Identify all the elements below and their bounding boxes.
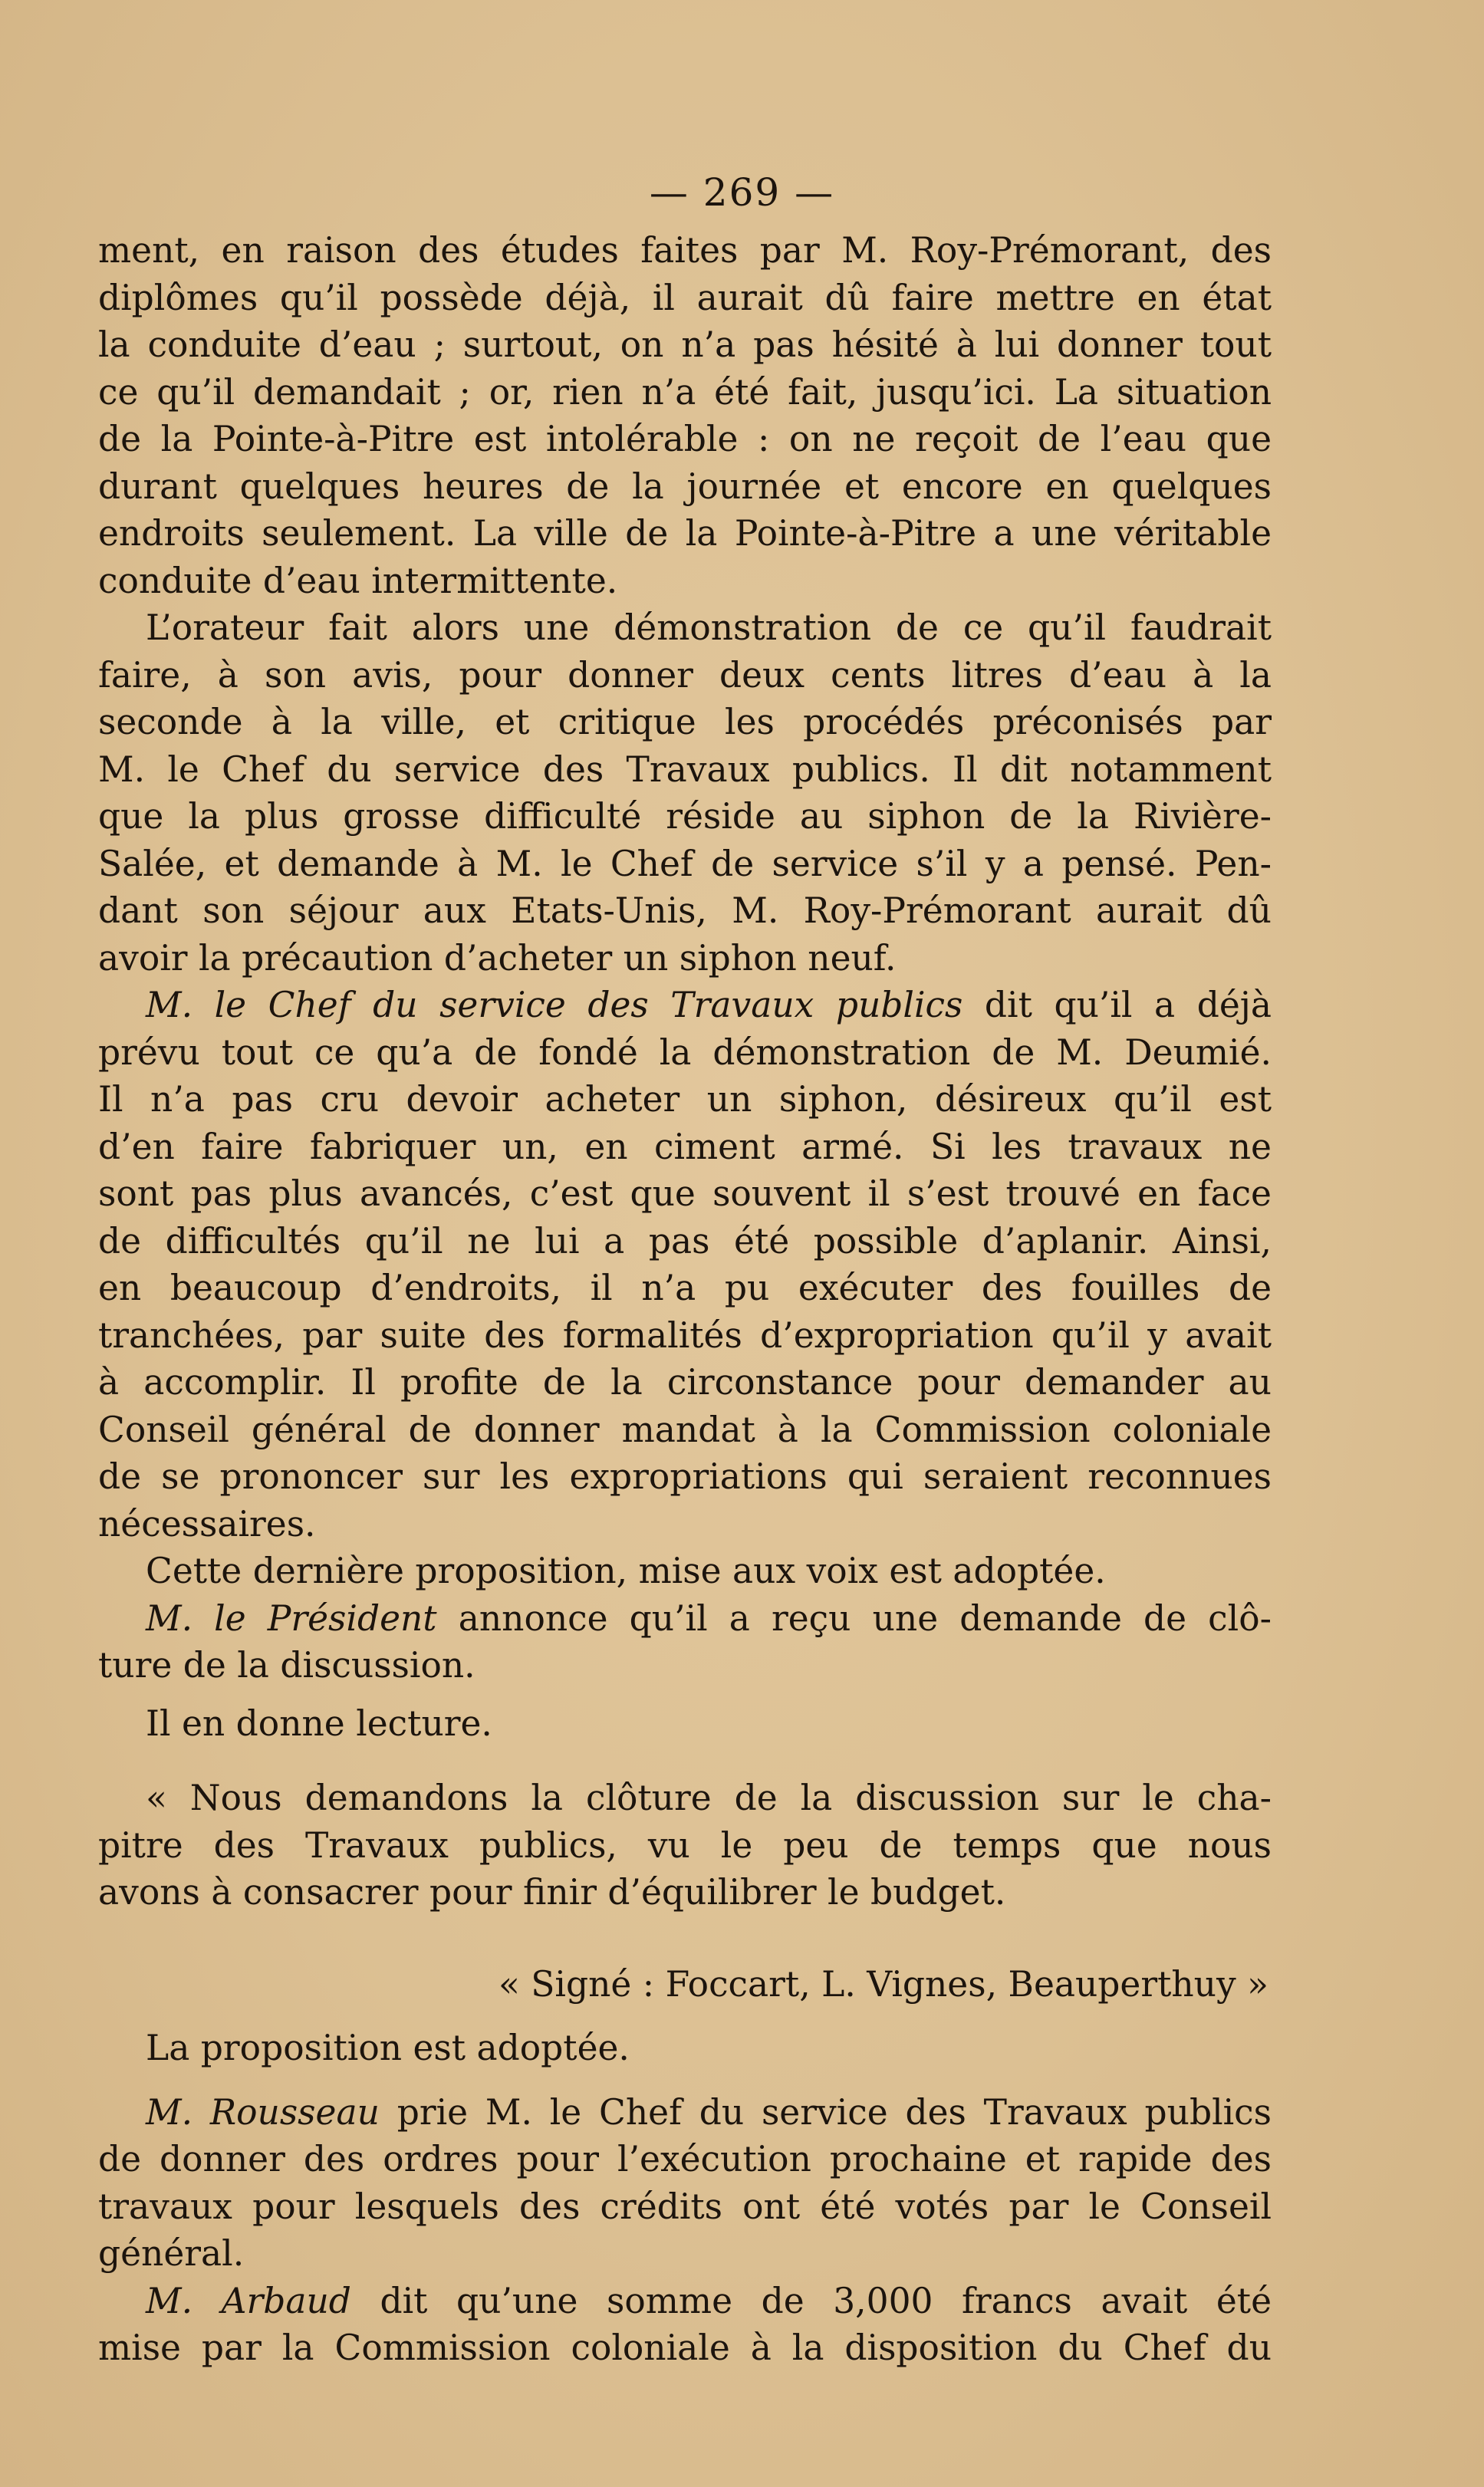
paragraph (98, 1595, 1272, 1689)
paragraph (98, 1700, 1272, 1748)
text-line: de se prononcer sur les expropriations qui seraient reconnues (98, 1456, 1272, 1497)
text-line: pitre des Travaux publics, vu le peu de temps que nous (98, 1824, 1272, 1866)
text-line: mise par la Commission coloniale à la disposition du Chef du (98, 2327, 1272, 2368)
text-fragment: annonce qu’il a reçu une demande de clô- (436, 1597, 1272, 1639)
text-line: général. (98, 2233, 245, 2274)
text-line: Il en donne lecture. (146, 1702, 492, 1744)
paragraph (98, 2025, 1272, 2072)
text-line: à accomplir. Il profite de la circonstance pour demander au (98, 1362, 1272, 1403)
text-line: ment, en raison des études faites par M. Roy-Prémorant, des (98, 230, 1272, 271)
text-line: de la Pointe-à-Pitre est intolérable : on ne reçoit de l’eau que (98, 419, 1272, 459)
text-line: L’orateur fait alors une démonstration de ce qu’il faudrait (146, 607, 1272, 648)
text-line: La proposition est adoptée. (146, 2028, 630, 2068)
paragraph (98, 1548, 1272, 1595)
text-line: que la plus grosse difficulté réside au siphon de la Rivière- (98, 796, 1272, 837)
text-line (98, 2089, 1272, 2137)
text-fragment: prie M. le Chef du service des Travaux publics (379, 2091, 1272, 2133)
text-line: prévu tout ce qu’a de fondé la démonstration de M. Deumié. (98, 1031, 1272, 1073)
text-line: durant quelques heures de la journée et encore en quelques (98, 465, 1272, 507)
text-line: Il n’a pas cru devoir acheter un siphon, désireux qu’il est (98, 1079, 1272, 1120)
text-line: travaux pour lesquels des crédits ont été votés par le Conseil (98, 2186, 1272, 2227)
text-line: dant son séjour aux Etats-Unis, M. Roy-Prémorant aurait dû (98, 890, 1272, 931)
text-line: faire, à son avis, pour donner deux cents litres d’eau à la (98, 654, 1272, 696)
text-line: en beaucoup d’endroits, il n’a pu exécuter des fouilles de (98, 1268, 1272, 1308)
paragraph (98, 2278, 1272, 2372)
text-line: de difficultés qu’il ne lui a pas été possible d’aplanir. Ainsi, (98, 1220, 1272, 1262)
text-line: d’en faire fabriquer un, en ciment armé. Si les travaux ne (98, 1126, 1272, 1167)
speaker-name: M. Arbaud (146, 2280, 351, 2321)
text-line (98, 1595, 1272, 1643)
quoted-motion (98, 1775, 1272, 1916)
paragraph (98, 982, 1272, 1548)
text-line: tranchées, par suite des formalités d’expropriation qu’il y avait (98, 1314, 1272, 1356)
text-line: Cette dernière proposition, mise aux voix est adoptée. (146, 1551, 1106, 1591)
body-text (98, 227, 1272, 2372)
text-line: avoir la précaution d’acheter un siphon neuf. (98, 937, 897, 979)
text-line (98, 982, 1272, 1029)
paragraph (98, 227, 1272, 604)
text-line: « Signé : Foccart, L. Vignes, Beauperthuy » (498, 1963, 1268, 2005)
text-line: ce qu’il demandait ; or, rien n’a été fait, jusqu’ici. La situation (98, 371, 1272, 413)
text-line: diplômes qu’il possède déjà, il aurait dû faire mettre en état (98, 277, 1272, 318)
text-line: de donner des ordres pour l’exécution prochaine et rapide des (98, 2139, 1272, 2179)
speaker-name: M. le Chef du service des Travaux publics (146, 985, 963, 1025)
paragraph (98, 2089, 1272, 2278)
text-line (98, 2278, 1272, 2325)
text-line: « Nous demandons la clôture de la discussion sur le cha- (146, 1778, 1272, 1818)
text-line: ture de la discussion. (98, 1645, 475, 1686)
text-line: conduite d’eau intermittente. (98, 560, 618, 601)
page-number: — 269 — (649, 170, 835, 215)
text-line: Salée, et demande à M. le Chef de service s’il y a pensé. Pen- (98, 843, 1272, 884)
text-line: endroits seulement. La ville de la Pointe-à-Pitre a une véritable (98, 513, 1272, 554)
signature-line (98, 1961, 1272, 2008)
text-line: la conduite d’eau ; surtout, on n’a pas hésité à lui donner tout (98, 324, 1272, 365)
text-line: avons à consacrer pour finir d’équilibrer le budget. (98, 1872, 1006, 1913)
text-line: nécessaires. (98, 1503, 316, 1545)
text-fragment: dit qu’il a déjà (962, 985, 1272, 1025)
text-line: sont pas plus avancés, c’est que souvent il s’est trouvé en face (98, 1173, 1272, 1214)
paragraph (98, 604, 1272, 982)
text-line: Conseil général de donner mandat à la Commission coloniale (98, 1409, 1272, 1450)
text-fragment: dit qu’une somme de 3,000 francs avait été (350, 2280, 1272, 2321)
speaker-name: M. Rousseau (146, 2091, 380, 2133)
text-line: M. le Chef du service des Travaux publics. Il dit notamment (98, 748, 1272, 790)
speaker-name: M. le Président (146, 1597, 437, 1639)
text-line: seconde à la ville, et critique les procédés préconisés par (98, 702, 1272, 742)
